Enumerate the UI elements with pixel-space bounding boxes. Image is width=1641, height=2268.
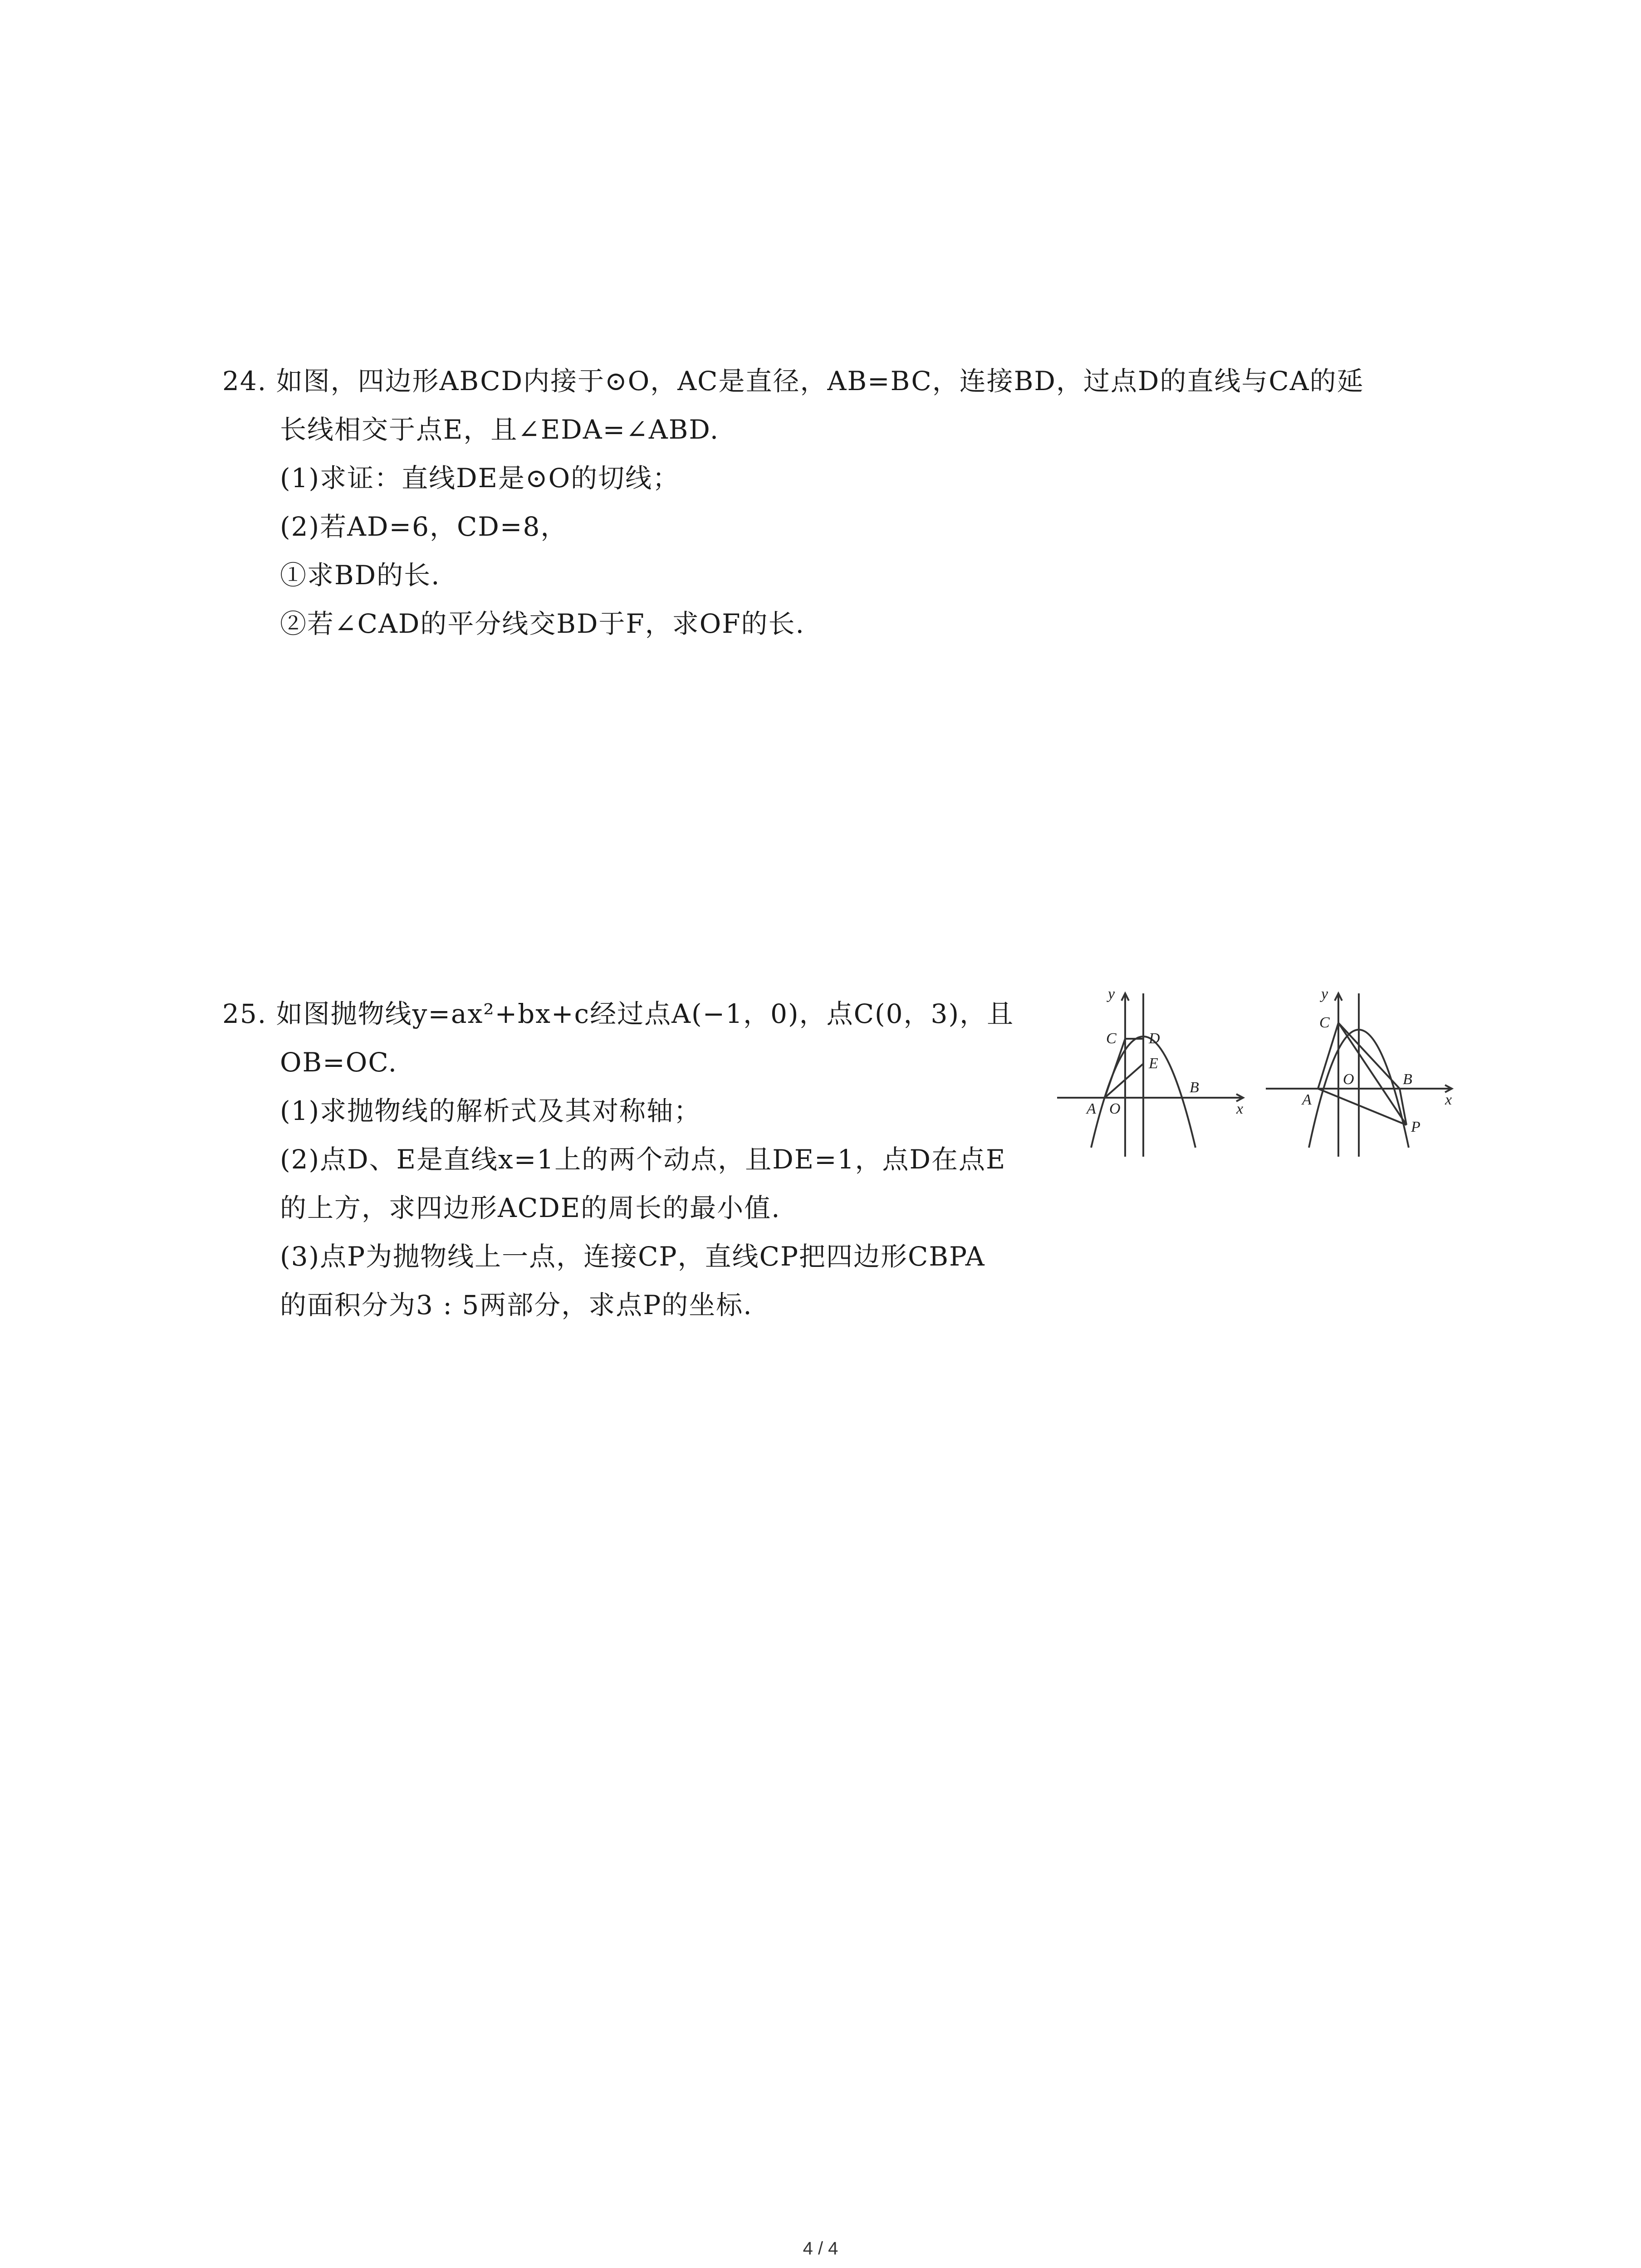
parabola-figure-1 bbox=[1053, 975, 1261, 1166]
label-c: C bbox=[1106, 1030, 1117, 1047]
label-b: B bbox=[1403, 1071, 1412, 1088]
label-o: O bbox=[1109, 1100, 1121, 1117]
q24-line-3: (1)求证：直线DE是⊙O的切线； bbox=[280, 463, 680, 494]
label-e: E bbox=[1149, 1055, 1158, 1072]
q24-line-2: 长线相交于点E，且∠EDA=∠ABD. bbox=[280, 414, 720, 445]
q25-figure-2 bbox=[1261, 975, 1470, 1166]
q25-figure-1 bbox=[1053, 975, 1261, 1166]
q25-line-6: (3)点P为抛物线上一点，连接CP，直线CP把四边形CBPA bbox=[280, 1241, 985, 1272]
label-y: y bbox=[1321, 986, 1328, 1002]
label-c: C bbox=[1319, 1014, 1330, 1031]
label-d: D bbox=[1149, 1030, 1160, 1047]
q25-line-2: OB=OC. bbox=[280, 1047, 398, 1078]
label-x: x bbox=[1445, 1091, 1452, 1108]
label-p: P bbox=[1411, 1119, 1421, 1135]
label-y: y bbox=[1108, 986, 1115, 1002]
q24-line-4: (2)若AD=6，CD=8， bbox=[280, 511, 568, 542]
q24-line-6: ②若∠CAD的平分线交BD于F，求OF的长. bbox=[280, 608, 805, 639]
q24-line-1: 24. 如图，四边形ABCD内接于⊙O，AC是直径，AB=BC，连接BD，过点D的直线与CA的延 bbox=[222, 366, 1364, 396]
label-a: A bbox=[1087, 1100, 1096, 1117]
q25-line-5: 的上方，求四边形ACDE的周长的最小值. bbox=[280, 1193, 781, 1223]
segment-pa bbox=[1318, 1089, 1406, 1125]
parabola-figure-2 bbox=[1261, 975, 1470, 1166]
label-x: x bbox=[1236, 1100, 1244, 1117]
q25-line-7: 的面积分为3 : 5两部分，求点P的坐标. bbox=[280, 1290, 753, 1320]
label-a: A bbox=[1302, 1091, 1312, 1108]
label-b: B bbox=[1190, 1079, 1199, 1096]
q25-line-1: 25. 如图抛物线y=ax²+bx+c经过点A(−1，0)，点C(0，3)，且 bbox=[222, 998, 1014, 1029]
label-o: O bbox=[1343, 1071, 1354, 1088]
q25-line-4: (2)点D、E是直线x=1上的两个动点，且DE=1，点D在点E bbox=[280, 1144, 1006, 1175]
page-number: 4 / 4 bbox=[803, 2239, 838, 2258]
q24-line-5: ①求BD的长. bbox=[280, 560, 441, 591]
q25-line-3: (1)求抛物线的解析式及其对称轴； bbox=[280, 1095, 701, 1126]
